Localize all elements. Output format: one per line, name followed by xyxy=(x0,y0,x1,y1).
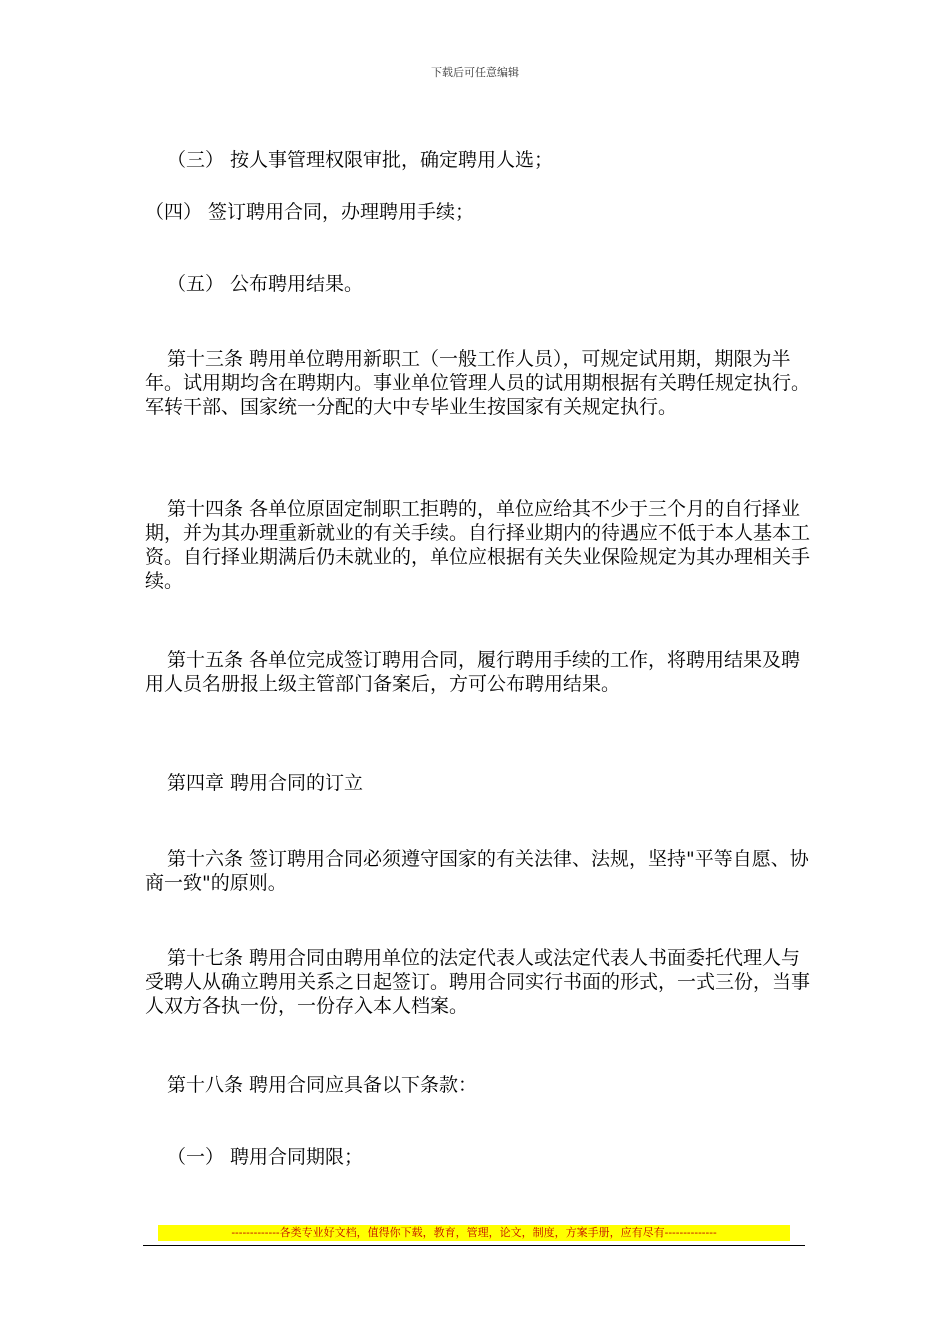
article-18: 第十八条 聘用合同应具备以下条款： xyxy=(167,1074,478,1096)
list-item-5: （五） 公布聘用结果。 xyxy=(167,273,364,295)
list-item-4: （四） 签订聘用合同，办理聘用手续； xyxy=(145,201,475,223)
footer-divider xyxy=(143,1245,805,1246)
article-14: 第十四条 各单位原固定制职工拒聘的，单位应给其不少于三个月的自行择业期，并为其办理重新就业的有关手续。自行择业期内的待遇应不低于本人基本工资。自行择业期满后仍未就业的，单位应根据有关失业保险规定为其办理相关手续。 xyxy=(145,498,811,592)
page-header: 下载后可任意编辑 xyxy=(431,66,519,79)
article-16: 第十六条 签订聘用合同必须遵守国家的有关法律、法规，坚持"平等自愿、协商一致"的原则。 xyxy=(145,848,809,894)
list-item-3: （三） 按人事管理权限审批，确定聘用人选； xyxy=(167,149,554,171)
list-item-1: （一） 聘用合同期限； xyxy=(167,1146,364,1168)
article-17: 第十七条 聘用合同由聘用单位的法定代表人或法定代表人书面委托代理人与受聘人从确立聘用关系之日起签订。聘用合同实行书面的形式，一式三份，当事人双方各执一份，一份存入本人档案。 xyxy=(145,947,811,1017)
chapter-heading: 第四章 聘用合同的订立 xyxy=(167,772,364,794)
footer-banner: -------------各类专业好文档，值得你下载，教育，管理，论文，制度，方案手册，应有尽有-------------- xyxy=(158,1225,790,1241)
article-13: 第十三条 聘用单位聘用新职工（一般工作人员），可规定试用期，期限为半年。试用期均含在聘期内。事业单位管理人员的试用期根据有关聘任规定执行。军转干部、国家统一分配的大中专毕业生按国家有关规定执行。 xyxy=(145,348,811,418)
article-15: 第十五条 各单位完成签订聘用合同，履行聘用手续的工作，将聘用结果及聘用人员名册报上级主管部门备案后，方可公布聘用结果。 xyxy=(145,649,801,695)
